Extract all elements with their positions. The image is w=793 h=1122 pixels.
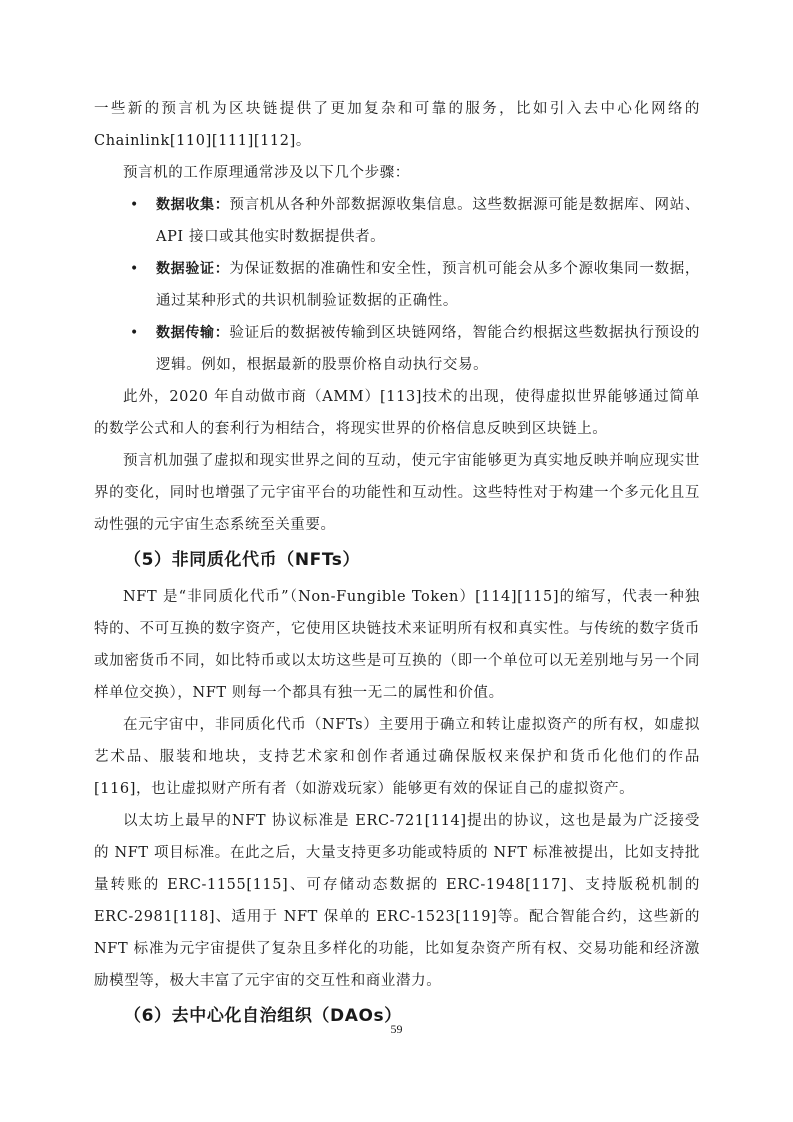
bullet-icon: • (130, 197, 139, 213)
page-content (94, 93, 700, 1037)
oracle-steps-list (94, 189, 700, 381)
list-item (94, 189, 700, 253)
paragraph-oracle-summary: 预言机加强了虚拟和现实世界之间的互动，使元宇宙能够更为真实地反映并响应现实世界的变化，同时也增强了元宇宙平台的功能性和互动性。这些特性对于构建一个多元化且互动性强的元宇宙生态系统至关重要。 (94, 453, 700, 533)
paragraph-nft-metaverse: 在元宇宙中，非同质化代币（NFTs）主要用于确立和转让虚拟资产的所有权，如虚拟艺术品、服装和地块，支持艺术家和创作者通过确保版权来保护和货币化他们的作品[116]，也让虚拟财产所有者（如游戏玩家）能够更有效的保证自己的虚拟资产。 (94, 717, 700, 797)
bullet-icon: • (130, 325, 139, 341)
list-item-term: 数据收集： (156, 197, 230, 213)
paragraph-nft-standards: 以太坊上最早的NFT 协议标准是 ERC-721[114]提出的协议，这也是最为广泛接受的 NFT 项目标准。在此之后，大量支持更多功能或特质的 NFT 标准被提出，比如支持批量转账的 ERC-1155[115]、可存储动态数据的 ERC-1948[117]、支持版税机制的 ERC-2981[118]、适用于 NFT 保单的 ERC-1523[119]等。配合智能合约，这些新的 NFT 标准为元宇宙提供了复杂且多样化的功能，比如复杂资产所有权、交易功能和经济激励模型等，极大丰富了元宇宙的交互性和商业潜力。 (94, 813, 700, 989)
list-item (94, 253, 700, 317)
section-heading-daos: （6）去中心化自治组织（DAOs） (124, 1006, 402, 1026)
list-item-text: 预言机从各种外部数据源收集信息。这些数据源可能是数据库、网站、API 接口或其他实时数据提供者。 (156, 197, 700, 245)
paragraph-amm: 此外，2020 年自动做市商（AMM）[113]技术的出现，使得虚拟世界能够通过简单的数学公式和人的套利行为相结合，将现实世界的价格信息反映到区块链上。 (94, 389, 700, 437)
paragraph-oracle-intro: 一些新的预言机为区块链提供了更加复杂和可靠的服务，比如引入去中心化网络的Chainlink[110][111][112]。 (94, 101, 700, 149)
list-item-text: 验证后的数据被传输到区块链网络，智能合约根据这些数据执行预设的逻辑。例如，根据最新的股票价格自动执行交易。 (156, 325, 700, 373)
page-number: 59 (390, 1022, 403, 1036)
bullet-icon: • (130, 261, 139, 277)
paragraph-oracle-steps-intro: 预言机的工作原理通常涉及以下几个步骤： (123, 165, 410, 181)
list-item-text: 为保证数据的准确性和安全性，预言机可能会从多个源收集同一数据，通过某种形式的共识机制验证数据的正确性。 (156, 261, 700, 309)
paragraph-nft-definition: NFT 是“非同质化代币”（Non-Fungible Token）[114][115]的缩写，代表一种独特的、不可互换的数字资产，它使用区块链技术来证明所有权和真实性。与传统的数字货币或加密货币不同，如比特币或以太坊这些是可互换的（即一个单位可以无差别地与另一个同样单位交换），NFT 则每一个都具有独一无二的属性和价值。 (94, 589, 700, 701)
list-item-term: 数据传输： (156, 325, 230, 341)
list-item (94, 317, 700, 381)
section-heading-nfts: （5）非同质化代币（NFTs） (124, 550, 361, 570)
list-item-term: 数据验证： (156, 261, 230, 277)
